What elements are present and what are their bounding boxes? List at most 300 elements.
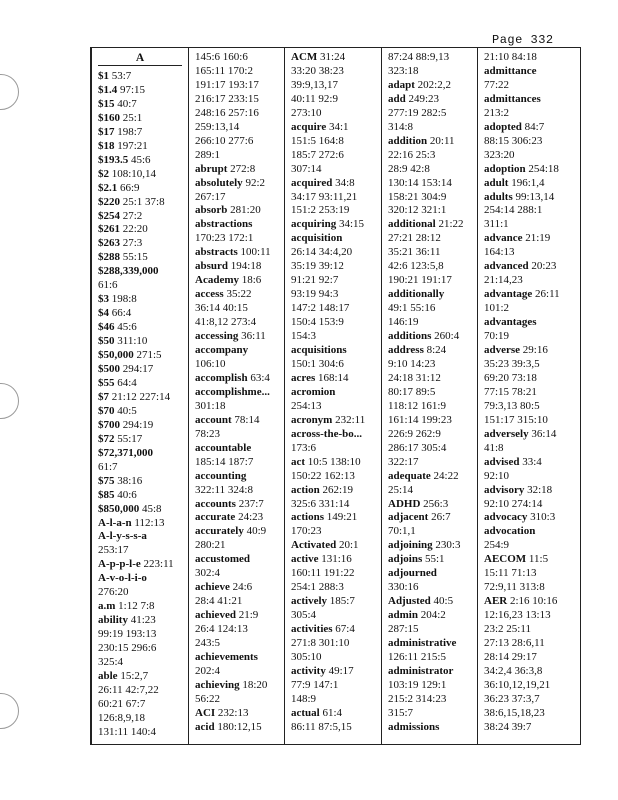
page-line-refs: 160:11 191:22 <box>291 567 355 580</box>
entry-line <box>484 692 583 707</box>
entry-line <box>484 274 583 288</box>
entry-line <box>388 232 477 246</box>
entry-line <box>98 251 188 265</box>
entry-line <box>484 511 583 525</box>
page-line-refs: 70:1,1 <box>388 525 416 538</box>
index-entry <box>484 511 583 525</box>
index-term: achievements <box>195 650 258 663</box>
entry-line <box>291 218 381 232</box>
entry-line <box>388 427 477 442</box>
entry-line <box>388 162 477 177</box>
index-entry <box>484 191 583 233</box>
index-entry <box>388 511 477 539</box>
index-term: AER <box>484 595 508 608</box>
page-line-refs: 130:14 153:14 <box>388 176 452 189</box>
page-line-refs: 262:19 <box>322 483 354 496</box>
page-line-refs: 158:21 304:9 <box>388 190 447 203</box>
index-entry <box>98 349 188 363</box>
page-line-refs: 12:16,23 13:13 <box>484 609 551 622</box>
entry-line <box>388 64 477 79</box>
page-line-refs: 305:4 <box>291 609 317 622</box>
index-entry <box>388 637 477 665</box>
entry-line <box>484 664 583 679</box>
page-line-refs: 254:1 288:3 <box>291 581 344 594</box>
index-term: across-the-bo... <box>291 427 362 440</box>
entry-line <box>484 92 583 107</box>
entry-line <box>98 153 188 168</box>
index-term: additionally <box>388 288 445 301</box>
binder-hole-bottom <box>0 693 19 729</box>
entry-line <box>484 162 583 177</box>
page-line-refs: 40:5 <box>433 595 454 608</box>
page-line-refs: 28:14 29:17 <box>484 650 537 663</box>
page-line-refs: 99:13,14 <box>515 190 555 203</box>
entry-line <box>98 167 188 182</box>
index-entry <box>484 232 583 260</box>
entry-line <box>291 204 381 218</box>
entry-line <box>195 148 284 163</box>
index-entry <box>388 539 477 553</box>
index-term: act <box>291 455 306 468</box>
index-term: $2 <box>98 167 109 180</box>
page-line-refs: 36:10,12,19,21 <box>484 678 551 691</box>
page-line-refs: 322:17 <box>388 455 419 468</box>
index-entry <box>291 386 381 414</box>
page-line-refs: 18:6 <box>241 274 262 287</box>
entry-line <box>388 344 477 358</box>
entry-line <box>195 357 284 372</box>
entry-line <box>291 483 381 498</box>
index-entry <box>195 163 284 177</box>
section-letter-heading: A <box>98 52 182 66</box>
index-term: $700 <box>98 418 120 431</box>
entry-line <box>291 371 381 386</box>
entry-line <box>195 623 284 637</box>
entry-line <box>388 623 477 637</box>
page-line-refs: 55:15 <box>122 251 148 264</box>
entry-line <box>388 176 477 191</box>
entry-line <box>388 553 477 567</box>
index-entry <box>98 433 188 447</box>
entry-line <box>98 460 188 475</box>
page-line-refs: 77:22 <box>484 78 510 91</box>
page-line-refs: 164:13 <box>484 246 515 259</box>
index-entry <box>98 321 188 335</box>
index-term: adjoins <box>388 553 423 566</box>
entry-line <box>98 725 188 740</box>
entry-line <box>388 190 477 205</box>
index-term: address <box>388 344 424 357</box>
page-line-refs: 2:16 10:16 <box>509 595 558 608</box>
entry-line <box>291 274 381 288</box>
page-line-refs: 38:16 <box>117 474 143 487</box>
entry-line <box>195 134 284 149</box>
index-term: adopted <box>484 120 522 133</box>
entry-line <box>98 83 188 98</box>
index-term: advanced <box>484 260 529 273</box>
entry-line <box>484 497 583 512</box>
entry-line <box>388 288 477 302</box>
page-line-refs: 31:24 <box>320 51 346 63</box>
entry-line <box>388 106 477 121</box>
page-line-refs: 271:5 <box>136 349 162 362</box>
page-line-refs: 26:14 34:4,20 <box>291 246 353 259</box>
entry-line <box>98 586 188 600</box>
page-line-refs: 226:9 262:9 <box>388 427 441 440</box>
page-line-refs: 86:11 87:5,15 <box>291 720 352 733</box>
entry-line <box>195 218 284 232</box>
entry-line <box>484 190 583 205</box>
entry-line <box>195 497 284 512</box>
index-entry <box>98 503 188 517</box>
index-term: advisory <box>484 483 525 496</box>
entry-line <box>388 441 477 456</box>
entry-line <box>388 567 477 581</box>
index-entry <box>484 65 583 93</box>
entry-line <box>98 418 188 433</box>
index-term: actively <box>291 595 328 608</box>
index-entry <box>291 232 381 344</box>
page-line-refs: 194:18 <box>230 260 262 273</box>
entry-line <box>291 260 381 274</box>
page-line-refs: 18:20 <box>242 678 268 691</box>
entry-line <box>98 70 188 84</box>
page-line-refs: 22:20 <box>122 223 148 236</box>
entry-line <box>195 525 284 539</box>
page-line-refs: 63:4 <box>250 371 270 384</box>
page-line-refs: 45:6 <box>117 321 137 334</box>
entry-line <box>291 385 381 400</box>
index-entry <box>195 330 284 344</box>
page-line-refs: 108:10,14 <box>111 167 157 180</box>
entry-line <box>388 595 477 609</box>
index-term: accounts <box>195 497 236 510</box>
page-line-refs: 202:4 <box>195 664 221 677</box>
index-term: A-p-p-l-e <box>98 558 141 571</box>
entry-line <box>291 497 381 512</box>
page-line-refs: 185:7 272:6 <box>291 148 344 161</box>
entry-line <box>98 376 188 391</box>
index-entry <box>484 51 583 65</box>
entry-line <box>484 441 583 456</box>
index-entry <box>388 553 477 567</box>
page-line-refs: 146:19 <box>388 316 419 329</box>
index-entry <box>98 265 188 293</box>
entry-line <box>98 321 188 335</box>
entry-line <box>98 474 188 489</box>
index-entry <box>291 456 381 484</box>
page-line-refs: 78:23 <box>195 427 221 440</box>
entry-line <box>388 469 477 484</box>
index-term: $4 <box>98 307 109 320</box>
entry-line <box>98 669 188 684</box>
entry-line <box>388 692 477 707</box>
index-entry <box>195 246 284 260</box>
index-entry <box>98 182 188 196</box>
page-line-refs: 277:19 282:5 <box>388 106 447 119</box>
entry-line <box>195 78 284 93</box>
index-term: advised <box>484 455 520 468</box>
index-term: $220 <box>98 195 120 208</box>
index-entry <box>291 623 381 665</box>
index-entry <box>195 679 284 707</box>
entry-line <box>388 539 477 553</box>
page-line-refs: 196:1,4 <box>511 176 545 189</box>
index-term: acromion <box>291 385 336 398</box>
entry-line <box>98 697 188 712</box>
entry-line <box>388 637 477 651</box>
entry-line <box>291 678 381 693</box>
index-entry <box>98 251 188 265</box>
entry-line <box>388 581 477 595</box>
page-line-refs: 307:14 <box>291 162 322 175</box>
index-term: advantage <box>484 288 533 301</box>
page-line-refs: 254:9 <box>484 539 510 552</box>
entry-line <box>195 678 284 693</box>
page-line-refs: 150:22 162:13 <box>291 469 355 482</box>
entry-line <box>484 176 583 191</box>
index-term: administrative <box>388 637 457 650</box>
entry-line <box>291 176 381 191</box>
entry-line <box>195 539 284 553</box>
index-term: ability <box>98 614 128 627</box>
index-term: additional <box>388 218 436 231</box>
index-term: ACI <box>195 706 216 719</box>
index-entry <box>388 470 477 498</box>
index-term: adjacent <box>388 511 429 524</box>
page-line-refs: 253:17 <box>98 544 129 557</box>
page-line-refs: 131:11 140:4 <box>98 725 156 738</box>
entry-line <box>291 539 381 553</box>
index-entry <box>98 223 188 237</box>
entry-line <box>484 483 583 498</box>
page-line-refs: 55:1 <box>425 553 445 566</box>
entry-line <box>484 455 583 470</box>
entry-line <box>484 260 583 274</box>
entry-line <box>484 385 583 400</box>
index-term: advocation <box>484 525 536 538</box>
index-term: adversely <box>484 427 529 440</box>
index-entry <box>291 372 381 386</box>
index-term: accurately <box>195 525 244 538</box>
entry-line <box>195 371 284 386</box>
page-line-refs: 40:6 <box>117 488 137 501</box>
entry-line <box>195 274 284 288</box>
page-line-refs: 9:10 14:23 <box>388 357 436 370</box>
index-entry <box>195 651 284 679</box>
entry-line <box>484 567 583 581</box>
entry-line <box>195 469 284 484</box>
page-line-refs: 45:6 <box>131 153 151 166</box>
page-line-refs: 325:6 331:14 <box>291 497 350 510</box>
index-entry <box>291 553 381 595</box>
page-line-refs: 84:7 <box>524 120 545 133</box>
page-line-refs: 27:3 <box>122 237 143 250</box>
index-term: accurate <box>195 511 236 524</box>
index-term: acres <box>291 371 316 384</box>
page-line-refs: 112:13 <box>134 516 165 529</box>
index-entry <box>388 79 477 93</box>
page-line-refs: 21:22 <box>438 218 464 231</box>
index-term: absorb <box>195 204 228 217</box>
entry-line <box>291 720 381 735</box>
page-line-refs: 21:10 84:18 <box>484 51 537 63</box>
entry-line <box>484 595 583 609</box>
page-line-refs: 106:10 <box>195 357 226 370</box>
page-line-refs: 198:8 <box>111 293 137 306</box>
entry-line <box>195 330 284 344</box>
page-line-refs: 150:4 153:9 <box>291 316 344 329</box>
index-term: admittances <box>484 92 541 105</box>
index-entry <box>98 126 188 140</box>
page-line-refs: 243:5 <box>195 637 221 650</box>
index-entry <box>195 707 284 721</box>
page-line-refs: 64:4 <box>117 376 137 389</box>
page-line-refs: 70:19 <box>484 330 510 343</box>
binder-hole-top <box>0 74 19 110</box>
entry-line <box>484 678 583 693</box>
entry-line <box>291 525 381 539</box>
index-term: admittance <box>484 64 537 77</box>
entry-line <box>388 706 477 721</box>
entry-line <box>291 581 381 595</box>
entry-line <box>484 525 583 539</box>
index-term: $46 <box>98 321 115 334</box>
page-line-refs: 248:16 257:16 <box>195 106 259 119</box>
page-line-refs: 314:8 <box>388 120 414 133</box>
index-entry <box>388 665 477 721</box>
index-entry <box>195 581 284 609</box>
page-line-refs: 310:3 <box>530 511 556 524</box>
entry-line <box>195 120 284 135</box>
page-line-refs: 33:4 <box>522 455 542 468</box>
index-entry <box>195 525 284 553</box>
index-term: accounting <box>195 469 247 482</box>
index-entry <box>195 218 284 246</box>
index-term: ADHD <box>388 497 421 510</box>
page-line-refs: 256:3 <box>423 497 449 510</box>
page-line-refs: 131:16 <box>321 553 352 566</box>
entry-line <box>484 371 583 386</box>
entry-line <box>388 664 477 679</box>
index-term: $72 <box>98 432 115 445</box>
entry-line <box>484 64 583 79</box>
index-term: Adjusted <box>388 595 431 608</box>
entry-line <box>98 335 188 349</box>
entry-line <box>291 427 381 442</box>
entry-line <box>195 692 284 707</box>
entry-line <box>195 385 284 400</box>
index-entry <box>98 558 188 572</box>
entry-line <box>195 609 284 623</box>
index-column-4 <box>381 48 477 744</box>
index-term: $15 <box>98 97 115 110</box>
page-line-refs: 22:16 25:3 <box>388 148 436 161</box>
page-line-refs: 230:15 296:6 <box>98 642 157 655</box>
index-entry <box>195 344 284 372</box>
entry-line <box>484 427 583 442</box>
page-line-refs: 49:1 55:16 <box>388 302 436 315</box>
entry-line <box>98 642 188 656</box>
page-line-refs: 42:6 123:5,8 <box>388 260 444 273</box>
page-line-refs: 24:18 31:12 <box>388 371 441 384</box>
page-line-refs: 294:19 <box>122 418 154 431</box>
entry-line <box>195 664 284 679</box>
entry-line <box>98 530 188 544</box>
index-entry <box>291 218 381 232</box>
page-line-refs: 148:9 <box>291 692 317 705</box>
page-line-refs: 40:7 <box>117 97 137 110</box>
page-line-refs: 27:21 28:12 <box>388 232 441 245</box>
page-line-refs: 35:23 39:3,5 <box>484 357 540 370</box>
entry-line <box>98 195 188 210</box>
binder-hole-middle <box>0 383 19 419</box>
page-line-refs: 230:3 <box>435 539 461 552</box>
entry-line <box>98 516 188 531</box>
index-term: achieved <box>195 609 236 622</box>
index-entry <box>291 484 381 512</box>
page-line-refs: 126:11 215:5 <box>388 650 446 663</box>
entry-line <box>291 441 381 456</box>
index-entry <box>195 721 284 735</box>
entry-line <box>195 720 284 735</box>
entry-line <box>195 441 284 456</box>
page-line-refs: 49:17 <box>328 664 354 677</box>
page-line-refs: 61:6 <box>98 279 118 292</box>
index-term: A-l-y-s-s-a <box>98 530 147 543</box>
entry-line <box>291 246 381 260</box>
entry-line <box>291 288 381 302</box>
index-term: $18 <box>98 139 115 152</box>
page-line-refs: 100:11 <box>240 246 271 259</box>
index-entry <box>98 391 188 405</box>
index-term: $70 <box>98 404 115 417</box>
index-term: Academy <box>195 274 239 287</box>
index-term: A-v-o-l-i-o <box>98 572 147 585</box>
page-line-refs: 170:23 <box>291 525 322 538</box>
page-line-refs: 118:12 161:9 <box>388 399 446 412</box>
entry-line <box>98 111 188 126</box>
index-term: abstracts <box>195 246 238 259</box>
index-entry <box>98 363 188 377</box>
index-entry <box>484 288 583 316</box>
page-line-refs: 216:17 233:15 <box>195 92 259 105</box>
entry-line <box>291 51 381 65</box>
index-term: achieving <box>195 678 240 691</box>
entry-line <box>291 148 381 163</box>
page-line-refs: 185:14 187:7 <box>195 455 254 468</box>
page-line-refs: 25:1 <box>122 111 143 124</box>
index-entry <box>195 442 284 470</box>
index-term: adapt <box>388 78 415 91</box>
entry-line <box>98 446 188 461</box>
index-entry <box>291 665 381 707</box>
page-line-refs: 254:14 288:1 <box>484 204 543 217</box>
page-line-refs: 45:8 <box>142 502 162 515</box>
page-line-refs: 154:3 <box>291 330 317 343</box>
entry-line <box>484 539 583 553</box>
page-line-refs: 28:4 41:21 <box>195 595 243 608</box>
page-line-refs: 26:11 <box>535 288 560 301</box>
index-term: $193.5 <box>98 153 129 166</box>
entry-line <box>195 302 284 316</box>
page-line-refs: 8:24 <box>426 344 447 357</box>
page-line-refs: 249:23 <box>408 92 440 105</box>
entry-line <box>195 511 284 525</box>
index-entry <box>98 196 188 210</box>
entry-line <box>388 218 477 232</box>
page-line-refs: 20:23 <box>531 260 557 273</box>
